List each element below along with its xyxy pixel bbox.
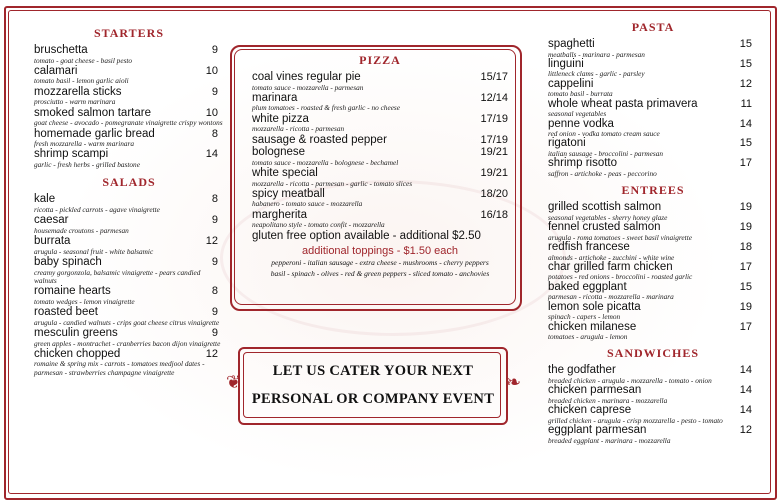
menu-item-description: spinach - capers - lemon bbox=[548, 312, 621, 322]
menu-item bbox=[252, 93, 508, 113]
section-heading-entrees: ENTREES bbox=[621, 183, 685, 198]
menu-item-name: bruschetta bbox=[34, 44, 88, 56]
menu-item-description: arugula - seasonal fruit - white balsamic bbox=[34, 246, 154, 256]
pasta-list bbox=[548, 39, 758, 178]
menu-item-name: mesculin greens bbox=[34, 327, 118, 340]
menu-item bbox=[34, 194, 224, 214]
menu-item-name: calamari bbox=[34, 64, 78, 77]
menu-item-description: goat cheese - avocado - pomegranate vinaigrette crispy wontons bbox=[34, 118, 223, 128]
menu-item bbox=[252, 114, 508, 134]
menu-item-description: meatballs - marinara - parmesan bbox=[548, 49, 645, 59]
toppings-line-2: basil - spinach - olives - red & green peppers - sliced tomato - anchovies bbox=[270, 269, 490, 279]
menu-item-price: 11 bbox=[740, 97, 752, 110]
menu-item-description: mozzarella - ricotta - parmesan bbox=[252, 124, 345, 134]
menu-item-description: arugula - roma tomatoes - sweet basil vinaigrette bbox=[548, 232, 692, 242]
menu-item-description: garlic - fresh herbs - grilled bastone bbox=[34, 159, 140, 169]
menu-item-name: margherita bbox=[252, 208, 307, 221]
section-heading-salads: SALADS bbox=[102, 175, 156, 190]
menu-item-price: 12 bbox=[205, 235, 218, 248]
pizza-list bbox=[252, 72, 508, 230]
banner-line-1: LET US CATER YOUR NEXT bbox=[272, 363, 474, 379]
section-heading-starters: STARTERS bbox=[93, 26, 165, 40]
menu-item bbox=[252, 168, 508, 188]
menu-item-price: 19 bbox=[739, 201, 752, 214]
menu-item-price: 12 bbox=[739, 424, 752, 437]
menu-item-name: burrata bbox=[34, 235, 71, 248]
catering-banner bbox=[238, 347, 508, 425]
menu-item-name: coal vines regular pie bbox=[252, 71, 361, 83]
menu-item bbox=[548, 39, 758, 59]
banner-border-inner bbox=[243, 352, 501, 418]
menu-item bbox=[34, 66, 224, 86]
menu-item-price: 19 bbox=[739, 221, 752, 234]
menu-item-description: saffron - artichoke - peas - peccorino bbox=[548, 168, 657, 178]
menu-item-name: baby spinach bbox=[34, 256, 102, 269]
menu-item-description: tomato basil - lemon garlic aioli bbox=[34, 76, 129, 86]
menu-item-name: bolognese bbox=[252, 146, 306, 159]
menu-item-price: 8 bbox=[211, 285, 218, 298]
menu-item-description: tomatoes - arugula - lemon bbox=[548, 332, 628, 342]
banner-ornament-left-icon: ❦ bbox=[226, 372, 242, 392]
menu-item-name: linguini bbox=[548, 57, 584, 70]
menu-item-description: habanero - tomato sauce - mozzarella bbox=[252, 199, 363, 209]
menu-item-price: 17/19 bbox=[480, 112, 508, 125]
menu-item-name: chicken chopped bbox=[34, 347, 121, 360]
menu-item-description: littleneck clams - garlic - parsley bbox=[548, 69, 645, 79]
menu-item-price: 9 bbox=[211, 85, 218, 98]
menu-item-price: 10 bbox=[205, 64, 218, 77]
menu-item bbox=[548, 222, 758, 242]
gluten-free-note bbox=[252, 231, 508, 243]
menu-item-description: mozzarella - ricotta - parmesan - garlic - tomato slices bbox=[252, 178, 413, 188]
menu-item-price: 15 bbox=[739, 280, 752, 293]
menu-item-description: tomato sauce - mozzarella - bolognese - bechamel bbox=[252, 157, 399, 167]
menu-item-description: breaded chicken - marinara - mozzarella bbox=[548, 395, 668, 405]
menu-item-price: 10 bbox=[205, 106, 218, 119]
menu-item-name: shrimp risotto bbox=[548, 157, 618, 170]
menu-item bbox=[548, 158, 758, 178]
menu-item bbox=[252, 210, 508, 230]
menu-item-name: cappelini bbox=[548, 77, 594, 90]
menu-item-name: chicken milanese bbox=[548, 320, 637, 333]
menu-item bbox=[548, 405, 758, 425]
menu-item-name: sausage & roasted pepper bbox=[252, 133, 387, 146]
menu-item bbox=[252, 72, 508, 92]
menu-item-price: 9 bbox=[211, 44, 218, 56]
menu-item-name: caesar bbox=[34, 214, 69, 227]
menu-item-description: ricotta - pickled carrots - agave vinaigrette bbox=[34, 204, 160, 214]
salads-list bbox=[34, 194, 224, 377]
banner-line-2: PERSONAL OR COMPANY EVENT bbox=[251, 391, 495, 407]
menu-item-name: homemade garlic bread bbox=[34, 127, 155, 140]
menu-item-price: 19 bbox=[739, 300, 752, 313]
menu-item-price: 14 bbox=[739, 384, 752, 397]
menu-item-name: chicken parmesan bbox=[548, 384, 642, 397]
menu-item-name: grilled scottish salmon bbox=[548, 201, 662, 214]
banner-ornament-right-icon: ❧ bbox=[506, 372, 522, 392]
menu-item-name: lemon sole picatta bbox=[548, 300, 641, 313]
menu-item-price: 17 bbox=[739, 260, 752, 273]
menu-item bbox=[548, 365, 758, 385]
menu-item bbox=[548, 425, 758, 445]
menu-item-price: 12 bbox=[205, 347, 218, 360]
menu-item bbox=[34, 349, 224, 377]
menu-item-price: 12 bbox=[739, 77, 752, 90]
menu-item-name: the godfather bbox=[548, 364, 616, 377]
section-heading-sandwiches: SANDWICHES bbox=[606, 346, 700, 361]
menu-item-name: kale bbox=[34, 193, 56, 206]
menu-item-price: 9 bbox=[211, 214, 218, 227]
menu-item-price: 9 bbox=[211, 327, 218, 340]
menu-item bbox=[548, 119, 758, 139]
menu-item-description: red onion - vodka tomato cream sauce bbox=[548, 129, 660, 139]
menu-item-price: 14 bbox=[739, 364, 752, 377]
menu-item-name: char grilled farm chicken bbox=[548, 260, 673, 273]
menu-item-description: tomato sauce - mozzarella - parmesan bbox=[252, 82, 364, 92]
menu-item-name: romaine hearts bbox=[34, 285, 111, 298]
menu-item bbox=[34, 87, 224, 107]
menu-item-description: italian sausage - broccolini - parmesan bbox=[548, 148, 664, 158]
menu-item bbox=[34, 215, 224, 235]
menu-item-description: parmesan - ricotta - mozzarella - marinara bbox=[548, 292, 674, 302]
menu-item-price: 16/18 bbox=[480, 208, 508, 221]
menu-item bbox=[548, 262, 758, 282]
menu-item-description: tomato basil - burrata bbox=[548, 89, 613, 99]
left-column bbox=[34, 26, 224, 378]
menu-item-name: redfish francese bbox=[548, 241, 630, 254]
menu-item-price: 14 bbox=[205, 148, 218, 161]
menu-item bbox=[548, 302, 758, 322]
menu-item-price: 15/17 bbox=[480, 71, 508, 83]
pizza-section bbox=[230, 45, 520, 307]
menu-item-description: green apples - montrachet - cranberries bacon dijon vinaigrette bbox=[34, 338, 221, 348]
menu-item-description: tomato wedges - lemon vinaigrette bbox=[34, 296, 135, 306]
menu-item-price: 14 bbox=[739, 404, 752, 417]
menu-item-name: baked eggplant bbox=[548, 280, 627, 293]
menu-item-name: rigatoni bbox=[548, 137, 586, 150]
menu-item-description: neapolitano style - tomato confit - mozzarella bbox=[252, 220, 385, 230]
menu-item-price: 8 bbox=[211, 193, 218, 206]
menu-item-price: 18 bbox=[739, 241, 752, 254]
menu-item-price: 9 bbox=[211, 306, 218, 319]
menu-item-name: mozzarella sticks bbox=[34, 85, 122, 98]
menu-item bbox=[548, 79, 758, 99]
menu-item-name: eggplant parmesan bbox=[548, 424, 647, 437]
menu-item-name: shrimp scampi bbox=[34, 148, 109, 161]
menu-item-price: 15 bbox=[739, 57, 752, 70]
menu-item-description: seasonal vegetables bbox=[548, 109, 607, 119]
menu-item bbox=[34, 129, 224, 149]
menu-item bbox=[34, 149, 224, 169]
menu-item-description: breaded chicken - arugula - mozzarella - tomato - onion bbox=[548, 375, 712, 385]
menu-item bbox=[34, 257, 224, 285]
menu-item bbox=[34, 286, 224, 306]
toppings-heading: additional toppings - $1.50 each bbox=[302, 245, 458, 258]
pizza-content bbox=[252, 53, 508, 280]
menu-item-name: whole wheat pasta primavera bbox=[548, 97, 698, 110]
menu-item-name: spaghetti bbox=[548, 38, 595, 50]
starters-list bbox=[34, 45, 224, 169]
menu-item-name: spicy meatball bbox=[252, 187, 325, 200]
menu-item-description: seasonal vegetables - sherry honey glaze bbox=[548, 212, 668, 222]
menu-item bbox=[548, 385, 758, 405]
gluten-free-text: gluten free option available - additional $2.50 bbox=[252, 229, 481, 242]
menu-item-name: penne vodka bbox=[548, 117, 614, 130]
menu-item bbox=[548, 282, 758, 302]
menu-item bbox=[548, 322, 758, 342]
section-heading-pasta: PASTA bbox=[631, 20, 675, 34]
menu-item-name: fennel crusted salmon bbox=[548, 221, 661, 234]
menu-item bbox=[34, 236, 224, 256]
menu-item-description: tomato - goat cheese - basil pesto bbox=[34, 55, 133, 65]
menu-item-description: grilled chicken - arugula - crisp mozzarella - pesto - tomato bbox=[548, 415, 723, 425]
menu-item bbox=[34, 108, 224, 128]
menu-item-name: smoked salmon tartare bbox=[34, 106, 151, 119]
menu-item-description: romaine & spring mix - carrots - tomatoes medjool dates - parmesan - strawberries champagne vinaigrette bbox=[34, 359, 205, 377]
menu-item-name: white special bbox=[252, 167, 318, 180]
menu-item bbox=[34, 328, 224, 348]
menu-item-price: 15 bbox=[739, 38, 752, 50]
menu-item-name: white pizza bbox=[252, 112, 309, 125]
menu-item-description: prosciutto - warm marinara bbox=[34, 97, 116, 107]
menu-item bbox=[252, 147, 508, 167]
menu-item-price: 18/20 bbox=[480, 187, 508, 200]
menu-item-price: 12/14 bbox=[480, 91, 508, 104]
menu-item bbox=[548, 99, 758, 119]
menu-item-price: 19/21 bbox=[480, 146, 508, 159]
menu-item-description: potatoes - red onions - broccolini - roasted garlic bbox=[548, 272, 693, 282]
menu-item-price: 17/19 bbox=[480, 133, 508, 146]
menu-item-description: plum tomatoes - roasted & fresh garlic - no cheese bbox=[252, 103, 401, 113]
menu-item bbox=[252, 189, 508, 209]
menu-item bbox=[548, 138, 758, 158]
menu-item-price: 8 bbox=[211, 127, 218, 140]
menu-item-description: fresh mozzarella - warm marinara bbox=[34, 139, 135, 149]
menu-item-name: marinara bbox=[252, 91, 298, 104]
menu-item-name: roasted beet bbox=[34, 306, 98, 319]
menu-item-description: arugula - candied walnuts - crips goat cheese citrus vinaigrette bbox=[34, 317, 220, 327]
menu-item bbox=[34, 307, 224, 327]
menu-item bbox=[252, 135, 508, 147]
right-column bbox=[548, 20, 758, 445]
section-heading-pizza: PIZZA bbox=[359, 53, 401, 67]
menu-item-price: 19/21 bbox=[480, 167, 508, 180]
menu-item-name: chicken caprese bbox=[548, 404, 632, 417]
menu-item-description: almonds - artichoke - zucchini - white wine bbox=[548, 252, 675, 262]
menu-item-description: creamy gorgonzola, balsamic vinaigrette - pears candied walnuts bbox=[34, 267, 201, 285]
menu-item-description: housemade croutons - parmesan bbox=[34, 225, 129, 235]
menu-item bbox=[34, 45, 224, 65]
menu-item-price: 14 bbox=[739, 117, 752, 130]
menu-item-price: 17 bbox=[739, 157, 752, 170]
entrees-list bbox=[548, 202, 758, 341]
menu-item-price: 9 bbox=[211, 256, 218, 269]
menu-item-description: breaded eggplant - marinara - mozzarella bbox=[548, 435, 671, 445]
toppings-line-1: pepperoni - italian sausage - extra cheese - mushrooms - cherry peppers bbox=[271, 258, 489, 268]
sandwiches-list bbox=[548, 365, 758, 445]
menu-item-price: 17 bbox=[739, 320, 752, 333]
menu-item bbox=[548, 242, 758, 262]
menu-item-price: 15 bbox=[739, 137, 752, 150]
menu-item bbox=[548, 59, 758, 79]
menu-item bbox=[548, 202, 758, 222]
